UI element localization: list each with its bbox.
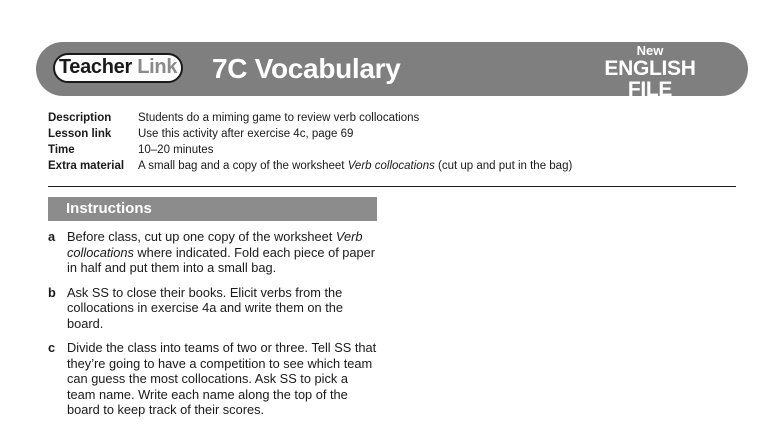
step-letter: b (48, 284, 56, 300)
teacher-link-badge (53, 53, 183, 83)
meta-description (48, 110, 738, 126)
extra-prefix: A small bag and a copy of the worksheet (138, 160, 348, 172)
step-text: Divide the class into teams of two or three. Tell SS that they’re going to have a competition to see which team can guess the most collocations. Ask SS to pick a team name. Write each name along the top of the board to keep track of their scores. (67, 340, 377, 417)
meta-value: Use this activity after exercise 4c, page 69 (138, 128, 354, 140)
extra-suffix: (cut up and put in the bag) (434, 160, 573, 172)
instruction-step-a (48, 229, 378, 276)
instructions-list (48, 229, 378, 427)
step-text-post: where indicated. Fold each piece of paper in half and put them into a small bag. (67, 244, 376, 275)
brand-new: New (636, 43, 664, 58)
header-banner (36, 42, 748, 114)
meta-label: Lesson link (48, 128, 112, 140)
brand-level: Beginner (623, 100, 676, 114)
activity-meta (48, 110, 738, 174)
divider (48, 186, 736, 187)
meta-label: Description (48, 112, 112, 124)
meta-value: 10–20 minutes (138, 144, 214, 156)
instructions-heading: Instructions (48, 197, 377, 221)
brand-name: ENGLISH FILE (604, 57, 696, 101)
extra-worksheet-name: Verb collocations (347, 160, 435, 172)
page-title: 7C Vocabulary (212, 53, 401, 84)
meta-value: Students do a miming game to review verb collocations (138, 112, 420, 124)
step-worksheet-name: Verb collocations (67, 229, 363, 260)
badge-teacher-text: Teacher (58, 56, 132, 78)
meta-extra-material (48, 158, 738, 174)
meta-time (48, 142, 738, 158)
step-text: Ask SS to close their books. Elicit verbs from the collocations in exercise 4a and write them on the board. (67, 284, 343, 331)
step-text (67, 229, 378, 276)
step-text-pre: Before class, cut up one copy of the worksheet (67, 229, 336, 244)
instruction-step-c (48, 340, 378, 418)
meta-label: Extra material (48, 160, 125, 172)
step-letter: c (48, 340, 56, 355)
meta-label: Time (48, 144, 75, 156)
meta-value (138, 158, 572, 174)
instruction-step-b (48, 285, 378, 332)
meta-lesson-link (48, 126, 738, 142)
step-letter: a (48, 229, 56, 244)
badge-link-text: Link (137, 56, 178, 78)
brand-logo (580, 44, 720, 113)
